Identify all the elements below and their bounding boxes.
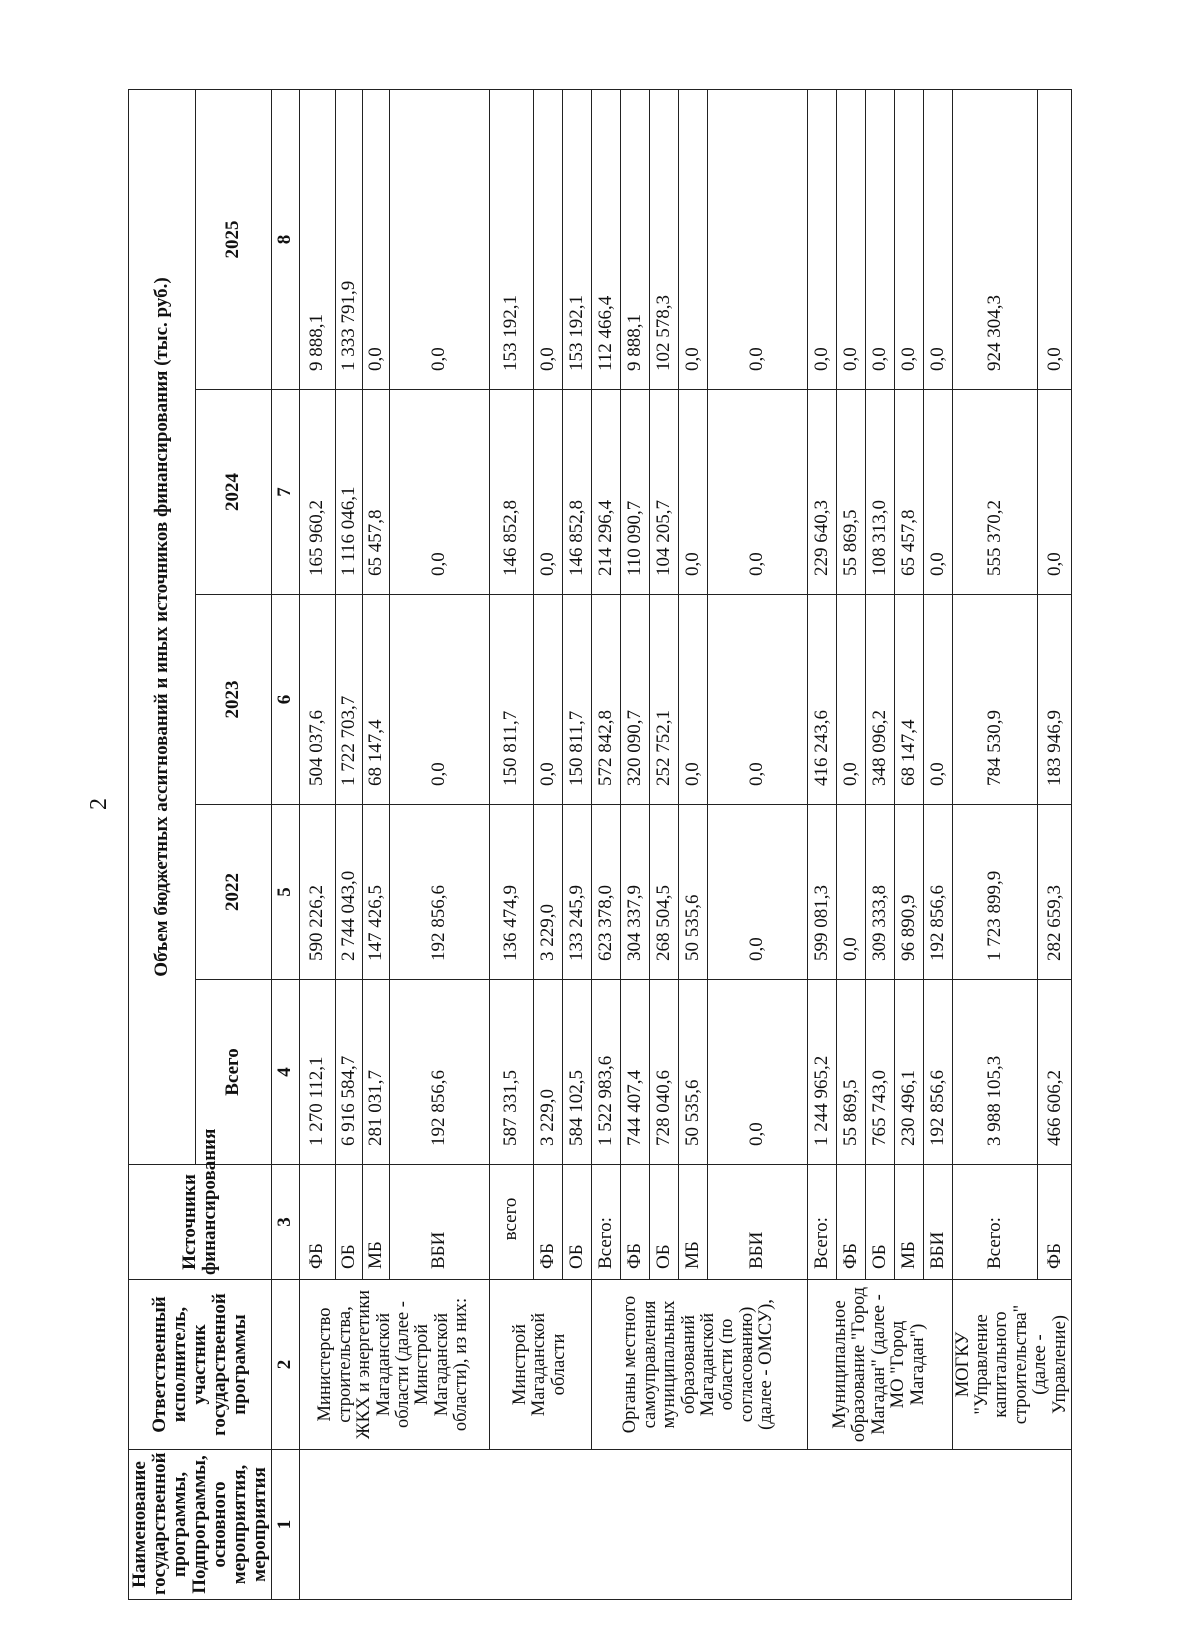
amount-cell-y2022: 147 426,5 <box>362 805 389 980</box>
amount-cell-y2024: 104 205,7 <box>649 390 678 595</box>
amount-cell-y2023: 416 243,6 <box>807 595 836 805</box>
source-cell: Всего: <box>952 1165 1038 1280</box>
header-program-name: Наименование государственной программы, Подпрограммы, основного мероприятия, мероприятия <box>129 1450 272 1600</box>
amount-cell-y2025: 0,0 <box>678 90 707 390</box>
source-cell: Всего: <box>807 1165 836 1280</box>
page-number: 2 <box>86 798 112 810</box>
amount-cell-y2023: 0,0 <box>923 595 952 805</box>
table-row <box>299 90 335 1600</box>
amount-cell-total: 584 102,5 <box>562 980 591 1165</box>
amount-cell-y2022: 309 333,8 <box>865 805 894 980</box>
source-cell: ФБ <box>836 1165 865 1280</box>
amount-cell-y2023: 150 811,7 <box>562 595 591 805</box>
source-cell: всего <box>489 1165 533 1280</box>
amount-cell-y2022: 136 474,9 <box>489 805 533 980</box>
amount-cell-y2022: 623 378,0 <box>591 805 620 980</box>
executor-cell: Минстрой Магаданской области <box>489 1280 591 1450</box>
amount-cell-total: 6 916 584,7 <box>335 980 362 1165</box>
amount-cell-y2025: 0,0 <box>894 90 923 390</box>
amount-cell-y2025: 1 333 791,9 <box>335 90 362 390</box>
amount-cell-y2023: 320 090,7 <box>620 595 649 805</box>
amount-cell-y2025: 153 192,1 <box>562 90 591 390</box>
amount-cell-y2023: 68 147,4 <box>894 595 923 805</box>
amount-cell-y2024: 65 457,8 <box>362 390 389 595</box>
header-year-2025: 2025 <box>196 90 272 390</box>
amount-cell-y2022: 0,0 <box>707 805 807 980</box>
table-row <box>952 90 1038 1600</box>
amount-cell-y2024: 0,0 <box>389 390 489 595</box>
amount-cell-y2023: 504 037,6 <box>299 595 335 805</box>
amount-cell-y2024: 65 457,8 <box>894 390 923 595</box>
amount-cell-y2022: 590 226,2 <box>299 805 335 980</box>
table-row <box>591 90 620 1600</box>
amount-cell-total: 1 522 983,6 <box>591 980 620 1165</box>
executor-cell: МОГКУ "Управление капитального строительства" (далее - Управление) <box>952 1280 1072 1450</box>
amount-cell-y2025: 9 888,1 <box>620 90 649 390</box>
amount-cell-y2023: 0,0 <box>707 595 807 805</box>
amount-cell-total: 192 856,6 <box>389 980 489 1165</box>
column-index: 1 <box>271 1450 299 1600</box>
amount-cell-total: 3 229,0 <box>533 980 562 1165</box>
amount-cell-y2025: 102 578,3 <box>649 90 678 390</box>
amount-cell-y2024: 0,0 <box>533 390 562 595</box>
amount-cell-y2025: 924 304,3 <box>952 90 1038 390</box>
source-cell: ВБИ <box>707 1165 807 1280</box>
amount-cell-y2024: 0,0 <box>923 390 952 595</box>
amount-cell-y2024: 0,0 <box>1038 390 1072 595</box>
amount-cell-total: 587 331,5 <box>489 980 533 1165</box>
amount-cell-y2022: 599 081,3 <box>807 805 836 980</box>
amount-cell-y2025: 0,0 <box>362 90 389 390</box>
column-index: 3 <box>271 1165 299 1280</box>
header-executor: Ответственный исполнитель, участник государственной программы <box>129 1280 272 1450</box>
program-name-cell <box>299 1450 1072 1600</box>
source-cell: Всего: <box>591 1165 620 1280</box>
header-year-2024: 2024 <box>196 390 272 595</box>
amount-cell-total: 230 496,1 <box>894 980 923 1165</box>
amount-cell-y2022: 192 856,6 <box>389 805 489 980</box>
table-row <box>489 90 533 1600</box>
amount-cell-y2022: 0,0 <box>836 805 865 980</box>
source-cell: ФБ <box>533 1165 562 1280</box>
source-cell: МБ <box>362 1165 389 1280</box>
header-total: Всего <box>196 980 272 1165</box>
amount-cell-total: 728 040,6 <box>649 980 678 1165</box>
amount-cell-y2022: 133 245,9 <box>562 805 591 980</box>
amount-cell-y2024: 0,0 <box>678 390 707 595</box>
amount-cell-y2022: 1 723 899,9 <box>952 805 1038 980</box>
amount-cell-y2023: 68 147,4 <box>362 595 389 805</box>
budget-table-body <box>299 90 1072 1600</box>
amount-cell-y2025: 153 192,1 <box>489 90 533 390</box>
amount-cell-y2023: 1 722 703,7 <box>335 595 362 805</box>
source-cell: ОБ <box>649 1165 678 1280</box>
amount-cell-y2024: 55 869,5 <box>836 390 865 595</box>
source-cell: ОБ <box>335 1165 362 1280</box>
header-funding-volume: Объем бюджетных ассигнований и иных источников финансирования (тыс. руб.) <box>129 90 196 1165</box>
amount-cell-total: 466 606,2 <box>1038 980 1072 1165</box>
header-year-2022: 2022 <box>196 805 272 980</box>
amount-cell-y2024: 229 640,3 <box>807 390 836 595</box>
amount-cell-y2023: 150 811,7 <box>489 595 533 805</box>
amount-cell-y2022: 192 856,6 <box>923 805 952 980</box>
amount-cell-y2025: 0,0 <box>836 90 865 390</box>
amount-cell-total: 1 244 965,2 <box>807 980 836 1165</box>
amount-cell-y2025: 0,0 <box>807 90 836 390</box>
column-index: 2 <box>271 1280 299 1450</box>
amount-cell-y2024: 214 296,4 <box>591 390 620 595</box>
header-sources: Источники финансирования <box>129 1165 272 1280</box>
source-cell: МБ <box>678 1165 707 1280</box>
amount-cell-y2024: 146 852,8 <box>562 390 591 595</box>
amount-cell-y2024: 146 852,8 <box>489 390 533 595</box>
source-cell: ОБ <box>562 1165 591 1280</box>
amount-cell-y2024: 110 090,7 <box>620 390 649 595</box>
amount-cell-y2022: 96 890,9 <box>894 805 923 980</box>
source-cell: МБ <box>894 1165 923 1280</box>
amount-cell-y2023: 348 096,2 <box>865 595 894 805</box>
executor-cell: Министерство строительства, ЖКХ и энергетики Магаданской области (далее - Минстрой Магаданской области), из них: <box>299 1280 489 1450</box>
amount-cell-y2023: 0,0 <box>533 595 562 805</box>
amount-cell-total: 50 535,6 <box>678 980 707 1165</box>
amount-cell-y2024: 555 370,2 <box>952 390 1038 595</box>
amount-cell-y2025: 0,0 <box>533 90 562 390</box>
column-index: 4 <box>271 980 299 1165</box>
amount-cell-y2023: 572 842,8 <box>591 595 620 805</box>
amount-cell-total: 744 407,4 <box>620 980 649 1165</box>
amount-cell-y2023: 0,0 <box>389 595 489 805</box>
amount-cell-y2023: 784 530,9 <box>952 595 1038 805</box>
amount-cell-total: 765 743,0 <box>865 980 894 1165</box>
source-cell: ОБ <box>865 1165 894 1280</box>
executor-cell: Органы местного самоуправления муниципальных образований Магаданской области (по согласованию) (далее - ОМСУ), <box>591 1280 807 1450</box>
table-row <box>807 90 836 1600</box>
amount-cell-total: 1 270 112,1 <box>299 980 335 1165</box>
amount-cell-y2022: 282 659,3 <box>1038 805 1072 980</box>
amount-cell-y2025: 112 466,4 <box>591 90 620 390</box>
amount-cell-total: 55 869,5 <box>836 980 865 1165</box>
amount-cell-y2025: 0,0 <box>389 90 489 390</box>
source-cell: ФБ <box>620 1165 649 1280</box>
amount-cell-y2022: 50 535,6 <box>678 805 707 980</box>
column-index: 8 <box>271 90 299 390</box>
amount-cell-y2025: 0,0 <box>1038 90 1072 390</box>
amount-cell-y2022: 2 744 043,0 <box>335 805 362 980</box>
amount-cell-y2022: 3 229,0 <box>533 805 562 980</box>
amount-cell-y2024: 165 960,2 <box>299 390 335 595</box>
amount-cell-total: 192 856,6 <box>923 980 952 1165</box>
amount-cell-y2022: 268 504,5 <box>649 805 678 980</box>
amount-cell-total: 3 988 105,3 <box>952 980 1038 1165</box>
column-index: 5 <box>271 805 299 980</box>
amount-cell-y2025: 0,0 <box>865 90 894 390</box>
amount-cell-y2022: 304 337,9 <box>620 805 649 980</box>
amount-cell-y2024: 108 313,0 <box>865 390 894 595</box>
source-cell: ВБИ <box>389 1165 489 1280</box>
column-index: 6 <box>271 595 299 805</box>
column-index: 7 <box>271 390 299 595</box>
amount-cell-y2023: 0,0 <box>836 595 865 805</box>
amount-cell-total: 0,0 <box>707 980 807 1165</box>
amount-cell-y2024: 0,0 <box>707 390 807 595</box>
header-year-2023: 2023 <box>196 595 272 805</box>
amount-cell-y2023: 0,0 <box>678 595 707 805</box>
amount-cell-y2025: 0,0 <box>707 90 807 390</box>
executor-cell: Муниципальное образование "Город Магадан" (далее - МО "Город Магадан") <box>807 1280 952 1450</box>
budget-table <box>128 89 1072 1600</box>
amount-cell-y2025: 0,0 <box>923 90 952 390</box>
amount-cell-y2023: 252 752,1 <box>649 595 678 805</box>
source-cell: ФБ <box>1038 1165 1072 1280</box>
amount-cell-y2025: 9 888,1 <box>299 90 335 390</box>
source-cell: ФБ <box>299 1165 335 1280</box>
source-cell: ВБИ <box>923 1165 952 1280</box>
amount-cell-total: 281 031,7 <box>362 980 389 1165</box>
amount-cell-y2024: 1 116 046,1 <box>335 390 362 595</box>
amount-cell-y2023: 183 946,9 <box>1038 595 1072 805</box>
